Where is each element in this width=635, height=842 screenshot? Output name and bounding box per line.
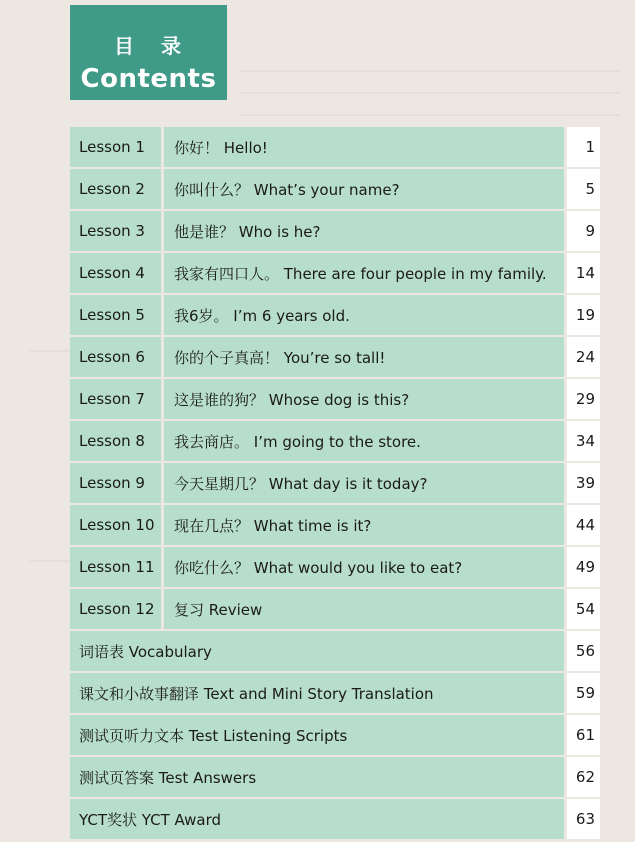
page-number: 59 <box>567 673 600 713</box>
page-number: 14 <box>567 253 600 293</box>
toc-row-lesson-10[interactable] <box>70 505 600 545</box>
lesson-label: Lesson 2 <box>70 169 161 209</box>
lesson-label: Lesson 12 <box>70 589 161 629</box>
page-number: 62 <box>567 757 600 797</box>
toc-row-lesson-8[interactable] <box>70 421 600 461</box>
page-number: 29 <box>567 379 600 419</box>
toc-row-lesson-2[interactable] <box>70 169 600 209</box>
header-title-cn: 目 录 <box>114 34 191 58</box>
lesson-label: Lesson 7 <box>70 379 161 419</box>
lesson-title: 今天星期几？ What day is it today? <box>164 463 564 503</box>
page-number: 24 <box>567 337 600 377</box>
toc-row-translation[interactable] <box>70 673 600 713</box>
lesson-label: Lesson 10 <box>70 505 161 545</box>
lesson-title: 你的个子真高！ You’re so tall! <box>164 337 564 377</box>
page-number: 5 <box>567 169 600 209</box>
lesson-title: 我6岁。 I’m 6 years old. <box>164 295 564 335</box>
toc-row-lesson-1[interactable] <box>70 127 600 167</box>
toc-row-lesson-9[interactable] <box>70 463 600 503</box>
page-number: 1 <box>567 127 600 167</box>
toc-row-lesson-3[interactable] <box>70 211 600 251</box>
appendix-title: YCT奖状 YCT Award <box>70 799 564 839</box>
appendix-title: 测试页答案 Test Answers <box>70 757 564 797</box>
lesson-label: Lesson 1 <box>70 127 161 167</box>
page-number: 39 <box>567 463 600 503</box>
toc-row-vocabulary[interactable] <box>70 631 600 671</box>
page-number: 63 <box>567 799 600 839</box>
lesson-title: 复习 Review <box>164 589 564 629</box>
page-number: 44 <box>567 505 600 545</box>
toc-row-lesson-6[interactable] <box>70 337 600 377</box>
page-number: 54 <box>567 589 600 629</box>
lesson-label: Lesson 8 <box>70 421 161 461</box>
lesson-title: 这是谁的狗？ Whose dog is this? <box>164 379 564 419</box>
page-number: 56 <box>567 631 600 671</box>
page-number: 61 <box>567 715 600 755</box>
page-number: 49 <box>567 547 600 587</box>
lesson-title: 你吃什么？ What would you like to eat? <box>164 547 564 587</box>
page-number: 34 <box>567 421 600 461</box>
lesson-label: Lesson 4 <box>70 253 161 293</box>
toc-row-lesson-4[interactable] <box>70 253 600 293</box>
lesson-title: 我去商店。 I’m going to the store. <box>164 421 564 461</box>
toc-row-yct-award[interactable] <box>70 799 600 839</box>
lesson-title: 我家有四口人。 There are four people in my family. <box>164 253 564 293</box>
lesson-label: Lesson 6 <box>70 337 161 377</box>
lesson-label: Lesson 11 <box>70 547 161 587</box>
page-number: 9 <box>567 211 600 251</box>
page-number: 19 <box>567 295 600 335</box>
appendix-title: 测试页听力文本 Test Listening Scripts <box>70 715 564 755</box>
toc-row-listening-scripts[interactable] <box>70 715 600 755</box>
lesson-label: Lesson 3 <box>70 211 161 251</box>
header-title-en: Contents <box>80 64 217 94</box>
lesson-title: 现在几点？ What time is it? <box>164 505 564 545</box>
lesson-label: Lesson 9 <box>70 463 161 503</box>
lesson-label: Lesson 5 <box>70 295 161 335</box>
toc-row-test-answers[interactable] <box>70 757 600 797</box>
toc-row-lesson-7[interactable] <box>70 379 600 419</box>
contents-header <box>70 5 227 100</box>
appendix-title: 词语表 Vocabulary <box>70 631 564 671</box>
toc-row-lesson-12[interactable] <box>70 589 600 629</box>
toc-row-lesson-5[interactable] <box>70 295 600 335</box>
lesson-title: 他是谁？ Who is he? <box>164 211 564 251</box>
lesson-title: 你好！ Hello! <box>164 127 564 167</box>
toc-row-lesson-11[interactable] <box>70 547 600 587</box>
appendix-title: 课文和小故事翻译 Text and Mini Story Translation <box>70 673 564 713</box>
lesson-title: 你叫什么？ What’s your name? <box>164 169 564 209</box>
